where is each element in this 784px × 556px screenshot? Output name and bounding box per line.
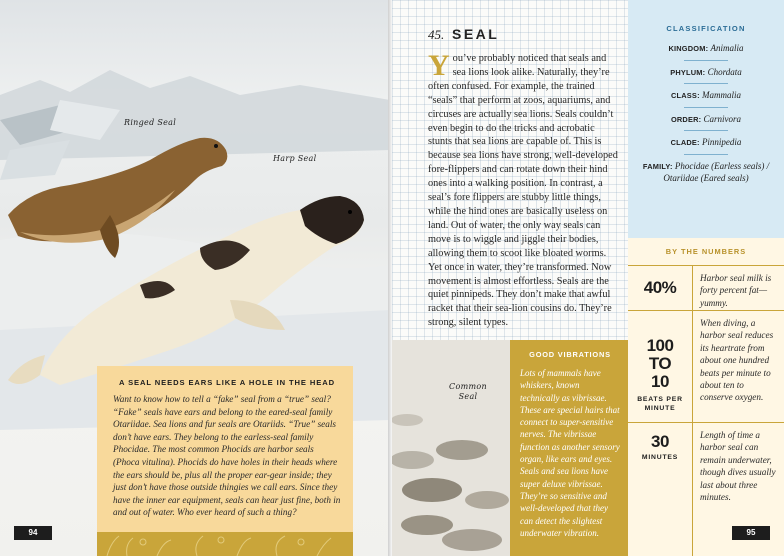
- classification-clade: [628, 137, 784, 149]
- separator: [684, 83, 728, 84]
- good-vibrations-title: GOOD VIBRATIONS: [529, 350, 611, 359]
- row-divider: [692, 311, 693, 422]
- kingdom-value: Animalia: [710, 43, 744, 53]
- number-value: 40%: [643, 278, 677, 297]
- article-number: 45.: [428, 27, 445, 42]
- order-value: Carnivora: [703, 113, 742, 124]
- plate-label-ringed: Ringed Seal: [124, 118, 177, 127]
- page-number-right: 95: [732, 526, 770, 540]
- order-key: ORDER:: [670, 114, 702, 124]
- drop-cap: Y: [428, 49, 450, 82]
- right-page: [392, 0, 784, 556]
- article-body-text: ou’ve probably noticed that seals and sea lions look alike. Naturally, they’re often confused. For example, the trained “seals” that perform at zoos, aquariums, and circuses are actually sea lions. Seals couldn’t even begin to do the tricks and acrobatic stunts that sea lions are capable of. This is because sea lions have strong, well-developed fore-flippers and can rotate down their hind ones into a walking position. In contrast, a seal’s fore flippers are stubby little things, while the hind ones are basically useless on land. Out of water, the only way seals can move is to wiggle and jiggle their bodies, allowing them to scoot like bloated worms. Yet once in water, they’re transformed. Now movement is almost effortless. Seals are the quiet pinnipeds. They don’t make that awful racket that their sea-lion cousins do. They’re strong, silent types.: [428, 53, 618, 329]
- classification-phylum: [628, 67, 784, 79]
- floral-pattern-icon: [97, 532, 353, 556]
- row-divider: [692, 266, 693, 310]
- classification-kingdom: [628, 43, 784, 55]
- clade-key: CLADE:: [670, 138, 700, 148]
- left-page: [0, 0, 390, 556]
- phylum-key: PHYLUM:: [670, 67, 706, 77]
- number-row: [628, 311, 784, 423]
- classification-title: CLASSIFICATION: [666, 24, 746, 33]
- good-vibrations-text: Lots of mammals have whiskers, known technically as vibrissae. These are special hairs that connect to super-sensitive nerves. The vibrissae function as another sensory organ, like ears and eyes. Seals and sea lions have super deluxe vibrissae. They’re so sensitive and well-developed that they can detect the slightest underwater vibration.: [520, 368, 620, 538]
- sidebar-decor-band: [97, 532, 353, 556]
- number-description: When diving, a harbor seal reduces its heartrate from about one hundred beats per minute to about ten to conserve oxygen.: [700, 318, 774, 403]
- number-row: [628, 266, 784, 311]
- by-the-numbers-title: BY THE NUMBERS: [628, 238, 784, 266]
- classification-order: [628, 114, 784, 126]
- common-seal-illustration: [392, 340, 510, 556]
- family-value: Phocidae (Earless seals) / Otariidae (Eared seals): [663, 160, 770, 183]
- separator: [684, 154, 728, 155]
- ears-sidebar: [97, 366, 353, 532]
- page-number-left: 94: [14, 526, 52, 540]
- number-description: Harbor seal milk is forty percent fat—yummy.: [700, 273, 772, 308]
- number-value: 30 MINUTES: [641, 432, 679, 461]
- common-seal-drawing: [392, 340, 510, 556]
- classification-panel: [628, 0, 784, 238]
- class-value: Mammalia: [701, 90, 741, 101]
- separator: [684, 130, 728, 131]
- article-body: [428, 49, 620, 330]
- separator: [684, 107, 728, 108]
- number-value: 100 TO 10 BEATS PER MINUTE: [637, 336, 683, 412]
- classification-family: [628, 161, 784, 184]
- family-key: FAMILY:: [642, 161, 673, 171]
- plate-label-harp: Harp Seal: [273, 154, 317, 163]
- sidebar-title: A SEAL NEEDS EARS LIKE A HOLE IN THE HEAD: [118, 378, 336, 387]
- article-heading: SEAL: [452, 26, 500, 42]
- sidebar-text: Want to know how to tell a “fake” seal from a “true” seal? “Fake” seals have ears and belong to the eared-seal family Otariidae. Sea lions and fur seals are Otariids. “True” seals don’t have ears. They belong to the earless-seal family Phocidae. The most common Phocids are harbor seals (Phoca vitulina). Phocids do have holes in their heads where the ears should be, plus all the proper ear-gear inside; they just don’t have those outside thingies we call ears. Since they have the inner ear equipment, seals can hear just fine, both in and out of water. Who ever heard of such a thing?: [113, 394, 341, 518]
- plate-label-common: Common Seal: [449, 382, 487, 401]
- phylum-value: Chordata: [707, 66, 742, 77]
- number-description: Length of time a harbor seal can remain underwater, though dives usually last about three minutes.: [700, 430, 776, 503]
- class-key: CLASS:: [671, 91, 700, 101]
- row-divider: [692, 423, 693, 556]
- article-title: [428, 26, 499, 44]
- kingdom-key: KINGDOM:: [668, 44, 709, 53]
- good-vibrations-box: [510, 340, 628, 556]
- separator: [684, 60, 728, 61]
- classification-class: [628, 90, 784, 102]
- clade-value: Pinnipedia: [701, 137, 742, 148]
